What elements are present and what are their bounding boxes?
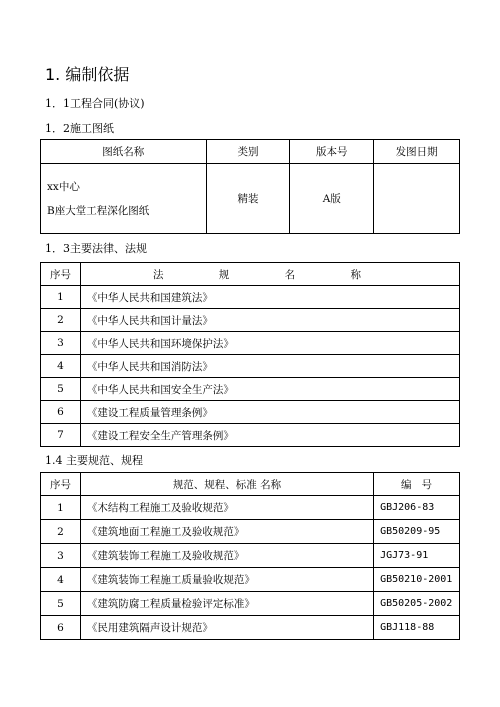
table-row: [41, 592, 460, 616]
standard-code: GB50210-2001: [374, 568, 460, 592]
section-standards: 1.4 主要规范、规程: [45, 454, 143, 467]
table-row: [41, 616, 460, 640]
header-issue-date: 发图日期: [374, 140, 460, 164]
law-no: 6: [41, 401, 81, 424]
table-row: [41, 544, 460, 568]
header-version: 版本号: [290, 140, 374, 164]
standard-code: JGJ73-91: [374, 544, 460, 568]
law-name: 《建设工程安全生产管理条例》: [80, 424, 459, 447]
standard-code: GB50205-2002: [374, 592, 460, 616]
standards-header-row: [41, 473, 460, 496]
laws-header-name: 法 规 名 称: [80, 263, 459, 286]
drawing-name-cell: [41, 164, 207, 234]
law-name: 《中华人民共和国计量法》: [80, 309, 459, 332]
chapter-title: 1. 编制依据: [45, 65, 130, 84]
table-row: [41, 355, 460, 378]
law-name: 《中华人民共和国安全生产法》: [80, 378, 459, 401]
table-row: [41, 520, 460, 544]
section-drawings: 1．2施工图纸: [45, 122, 114, 135]
law-name: 《建设工程质量管理条例》: [80, 401, 459, 424]
header-category: 类别: [206, 140, 290, 164]
law-no: 1: [41, 286, 81, 309]
law-no: 7: [41, 424, 81, 447]
table-row: [41, 568, 460, 592]
drawing-issue-date: [374, 164, 460, 234]
standard-name: 《木结构工程施工及验收规范》: [80, 496, 373, 520]
standards-header-name: 规范、规程、标准 名称: [80, 473, 373, 496]
standards-header-no: 序号: [41, 473, 81, 496]
standard-no: 3: [41, 544, 81, 568]
laws-header-row: [41, 263, 460, 286]
drawing-name-line2: B座大堂工程深化图纸: [47, 204, 150, 217]
standard-no: 2: [41, 520, 81, 544]
law-name: 《中华人民共和国环境保护法》: [80, 332, 459, 355]
standard-no: 5: [41, 592, 81, 616]
standard-name: 《建筑地面工程施工及验收规范》: [80, 520, 373, 544]
standards-table: [40, 472, 460, 640]
drawing-version: A版: [290, 164, 374, 234]
standard-code: GB50209-95: [374, 520, 460, 544]
table-row: [41, 332, 460, 355]
table-row: [41, 496, 460, 520]
law-no: 2: [41, 309, 81, 332]
standard-name: 《建筑装饰工程施工及验收规范》: [80, 544, 373, 568]
law-no: 4: [41, 355, 81, 378]
standard-name: 《建筑防腐工程质量检验评定标准》: [80, 592, 373, 616]
law-no: 3: [41, 332, 81, 355]
standard-no: 6: [41, 616, 81, 640]
header-drawing-name: 图纸名称: [41, 140, 207, 164]
drawing-category: 精装: [206, 164, 290, 234]
drawing-name-line1: xx中心: [47, 180, 80, 193]
standard-code: GBJ206-83: [374, 496, 460, 520]
section-laws: 1．3主要法律、法规: [45, 242, 147, 255]
table-row: [41, 378, 460, 401]
drawings-header-row: [41, 140, 460, 164]
standard-name: 《建筑装饰工程施工质量验收规范》: [80, 568, 373, 592]
law-name: 《中华人民共和国建筑法》: [80, 286, 459, 309]
law-no: 5: [41, 378, 81, 401]
standard-no: 4: [41, 568, 81, 592]
standards-header-code: 编 号: [374, 473, 460, 496]
table-row: [41, 286, 460, 309]
standard-no: 1: [41, 496, 81, 520]
table-row: [41, 424, 460, 447]
laws-header-no: 序号: [41, 263, 81, 286]
standard-name: 《民用建筑隔声设计规范》: [80, 616, 373, 640]
table-row: [41, 309, 460, 332]
section-contract: 1．1工程合同(协议): [45, 97, 145, 110]
law-name: 《中华人民共和国消防法》: [80, 355, 459, 378]
laws-table: [40, 262, 460, 447]
drawings-row: [41, 164, 460, 234]
table-row: [41, 401, 460, 424]
drawings-table: [40, 139, 460, 234]
standard-code: GBJ118-88: [374, 616, 460, 640]
